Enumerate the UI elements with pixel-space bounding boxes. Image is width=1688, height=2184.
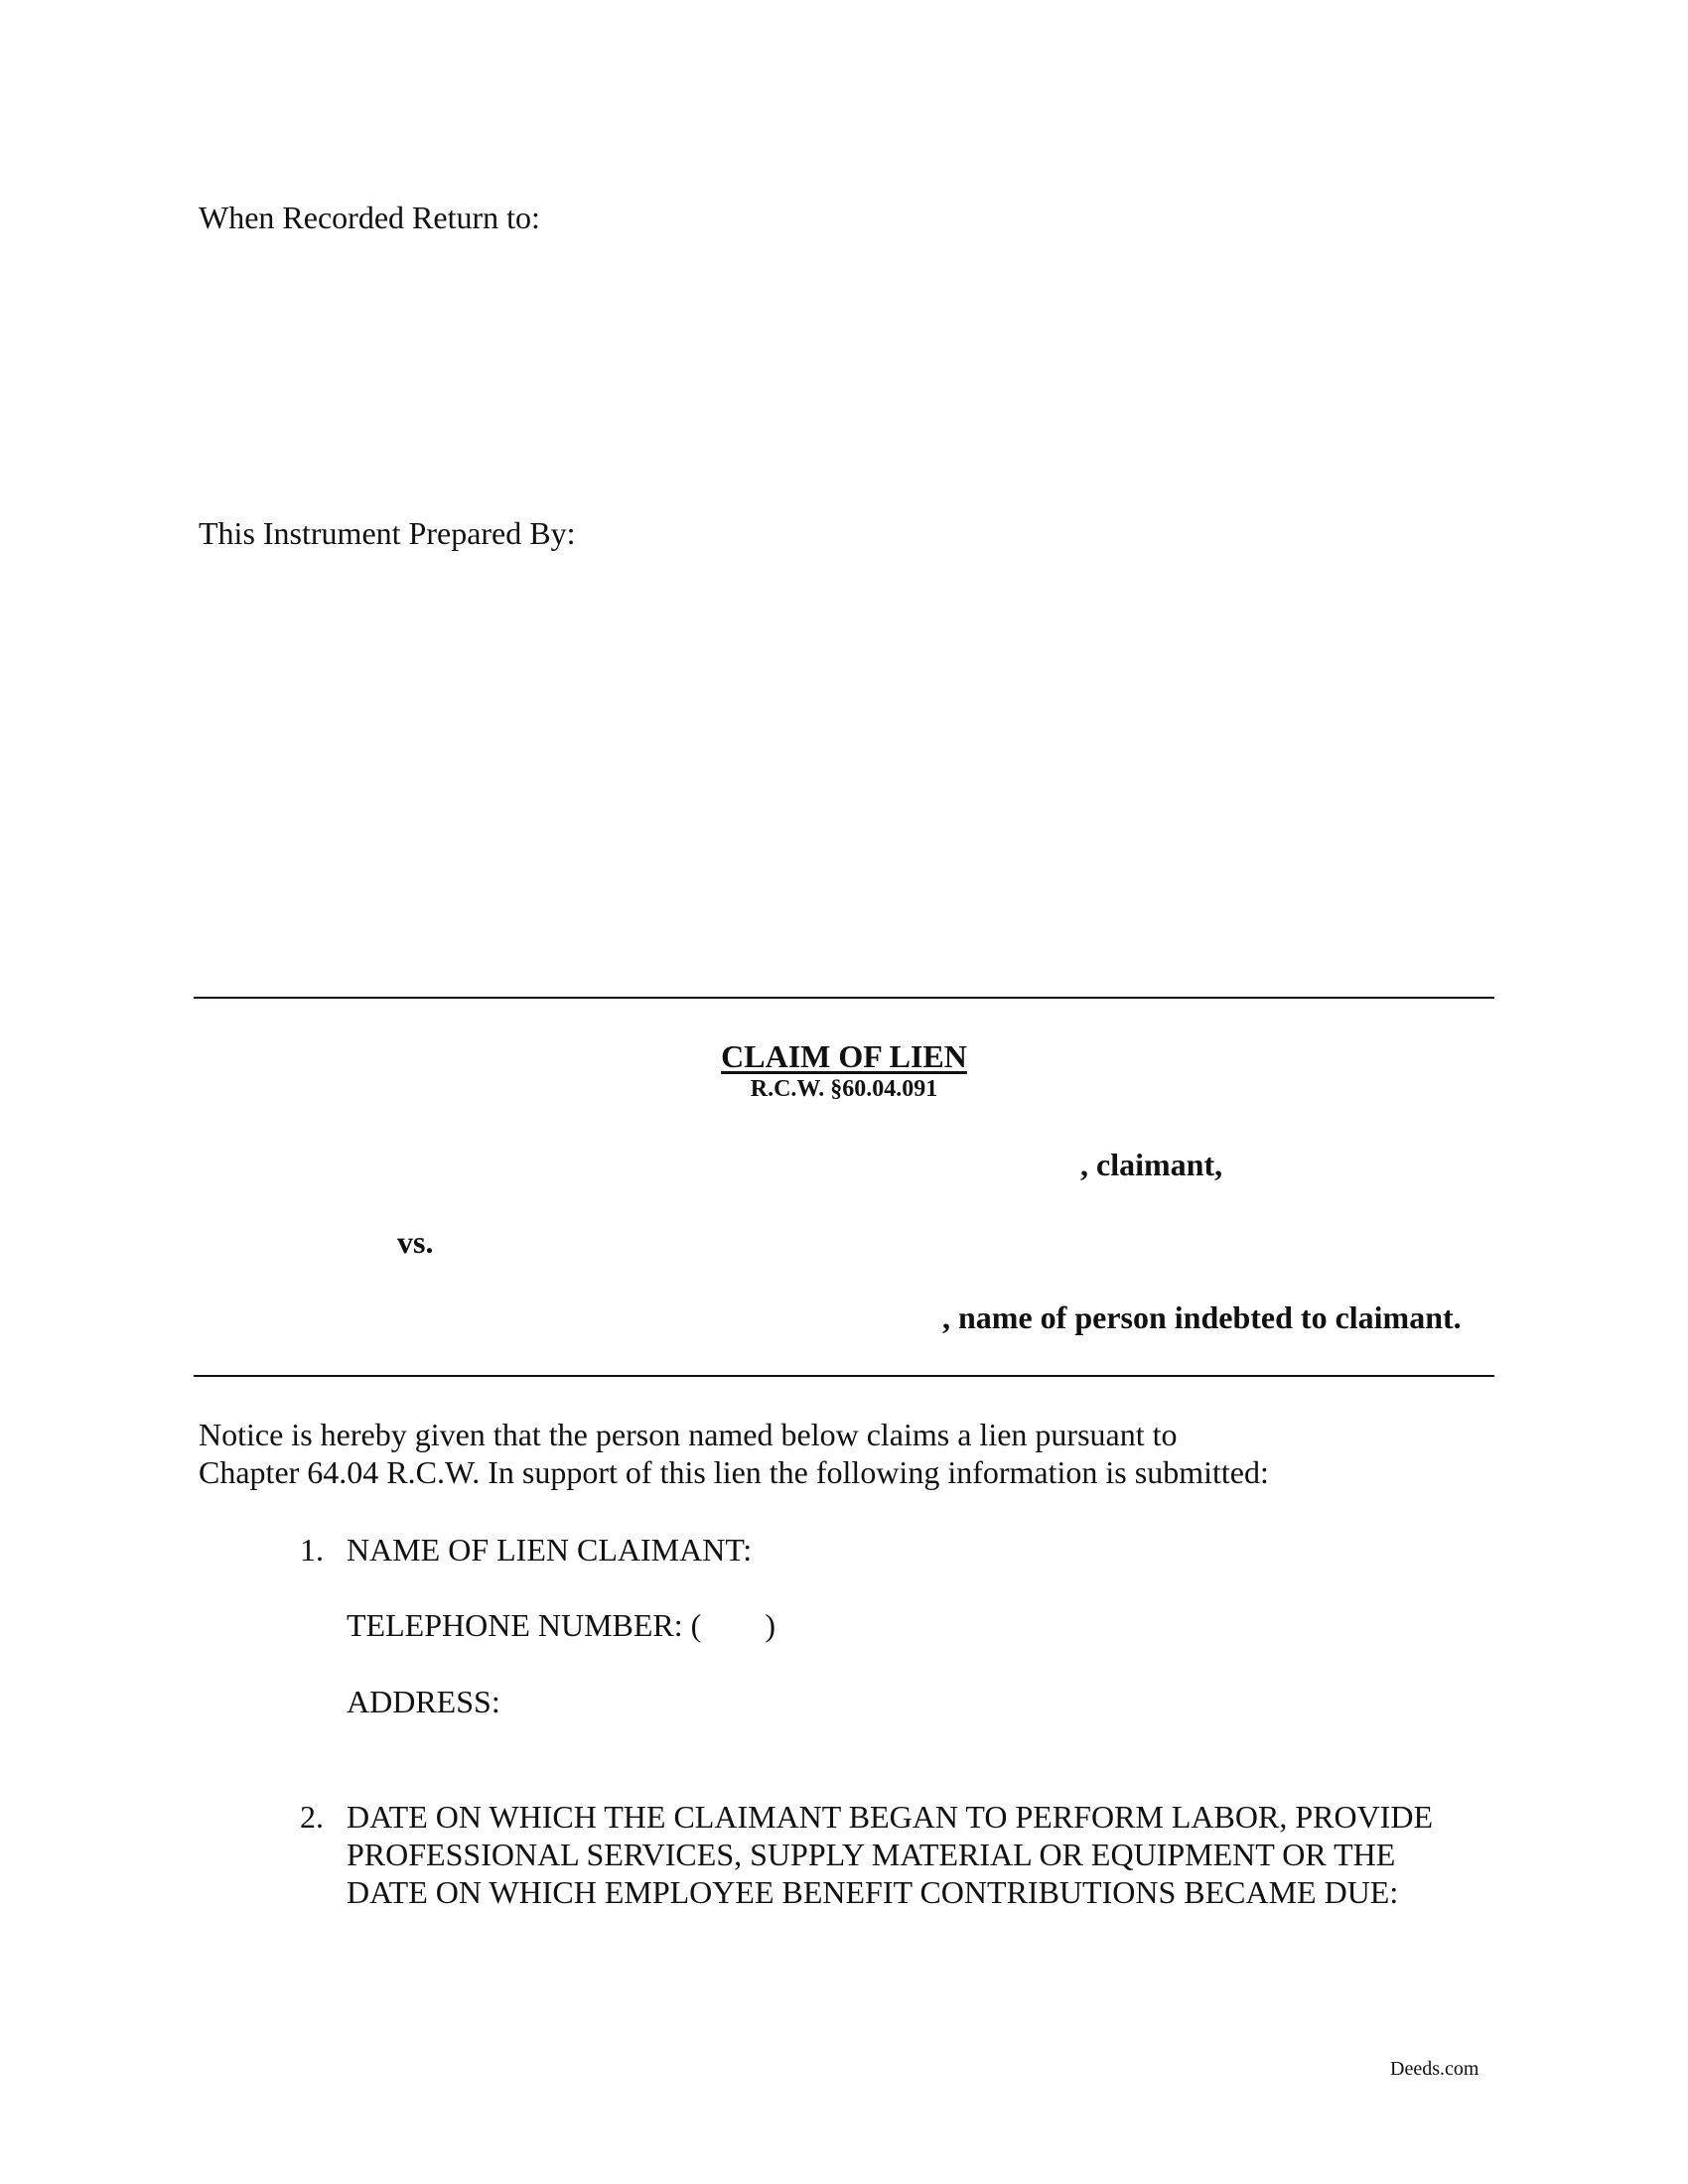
- prepared-by-label: This Instrument Prepared By:: [199, 515, 576, 551]
- item-2-line-2: PROFESSIONAL SERVICES, SUPPLY MATERIAL OR EQUIPMENT OR THE: [347, 1837, 1396, 1872]
- item-2-line-3: DATE ON WHICH EMPLOYEE BENEFIT CONTRIBUTIONS BECAME DUE:: [347, 1874, 1399, 1910]
- footer-brand: Deeds.com: [1390, 2058, 1479, 2080]
- notice-line-1: Notice is hereby given that the person named below claims a lien pursuant to: [199, 1417, 1178, 1452]
- document-title: CLAIM OF LIEN: [721, 1038, 967, 1074]
- statute-reference: R.C.W. §60.04.091: [750, 1076, 938, 1102]
- item-2-line-1: DATE ON WHICH THE CLAIMANT BEGAN TO PERFORM LABOR, PROVIDE: [347, 1799, 1433, 1835]
- versus-label: vs.: [397, 1224, 434, 1260]
- return-to-label: When Recorded Return to:: [199, 200, 540, 235]
- notice-line-2: Chapter 64.04 R.C.W. In support of this lien the following information is submitted:: [199, 1454, 1269, 1490]
- caption-bottom-rule: [194, 1375, 1494, 1377]
- debtor-suffix: , name of person indebted to claimant.: [942, 1299, 1462, 1335]
- item-number: 2.: [300, 1799, 324, 1835]
- telephone-label: TELEPHONE NUMBER: ( ): [347, 1607, 775, 1643]
- item-number: 1.: [300, 1532, 324, 1568]
- caption-top-rule: [194, 997, 1494, 999]
- claimant-suffix: , claimant,: [1080, 1147, 1223, 1182]
- claimant-name-label: NAME OF LIEN CLAIMANT:: [347, 1532, 753, 1568]
- address-label: ADDRESS:: [347, 1684, 500, 1719]
